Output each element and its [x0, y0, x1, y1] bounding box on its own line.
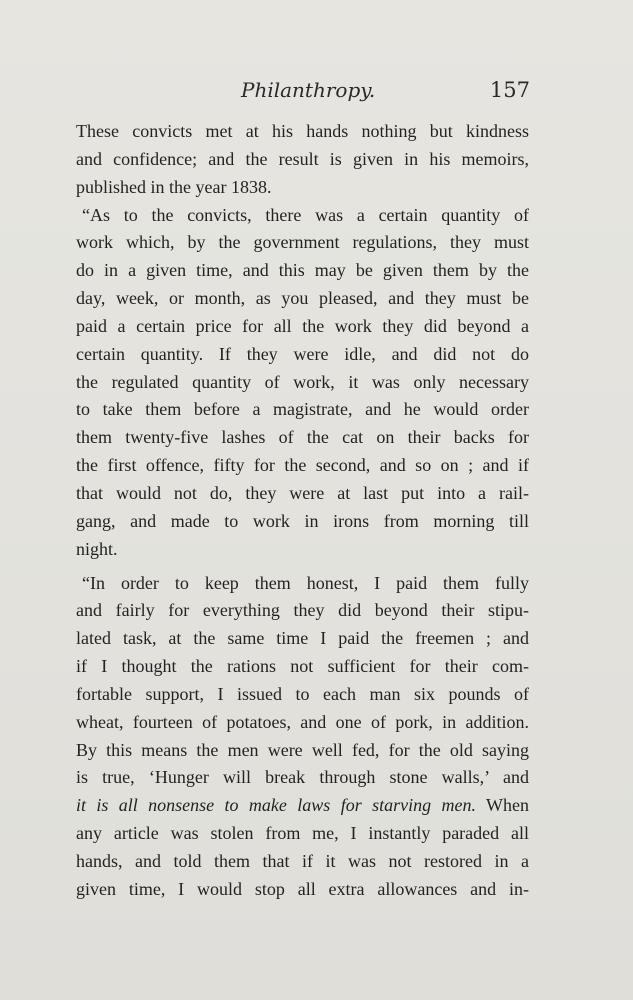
text-line: the regulated quantity of work, it was only necessary	[76, 371, 529, 392]
text-line: and confidence; and the result is given in his memoirs,	[76, 148, 529, 169]
text-line: and fairly for everything they did beyond their stipu-	[76, 600, 529, 621]
page-number: 157	[489, 78, 530, 102]
text-line: lated task, at the same time I paid the freemen ; and	[76, 628, 529, 649]
italic-phrase: it is all nonsense to make laws for starving men.	[76, 795, 476, 816]
running-head: Philanthropy.	[241, 78, 376, 102]
text-line: “In order to keep them honest, I paid them fully	[82, 572, 529, 593]
body-text	[76, 118, 529, 904]
text-line: that would not do, they were at last put into a rail-	[76, 482, 529, 503]
text-line-italic	[76, 792, 529, 820]
text-line: work which, by the government regulations, they must	[76, 232, 529, 253]
text-line: is true, ‘Hunger will break through stone walls,’ and	[76, 767, 529, 788]
text-line: to take them before a magistrate, and he would order	[76, 399, 529, 420]
text-line: the first offence, fifty for the second, and so on ; and if	[76, 455, 529, 476]
text-line: hands, and told them that if it was not restored in a	[76, 850, 529, 871]
text-line: By this means the men were well fed, for the old saying	[76, 739, 529, 760]
text-line: paid a certain price for all the work they did beyond a	[76, 315, 529, 336]
text-line: fortable support, I issued to each man six pounds of	[76, 683, 529, 704]
text-line: gang, and made to work in irons from morning till	[76, 510, 529, 531]
text-line: do in a given time, and this may be given them by the	[76, 260, 529, 281]
text-line: given time, I would stop all extra allowances and in-	[76, 878, 529, 899]
text-line: them twenty-five lashes of the cat on their backs for	[76, 427, 529, 448]
text-line: wheat, fourteen of potatoes, and one of pork, in addition.	[76, 711, 529, 732]
text-line: published in the year 1838.	[76, 176, 272, 197]
text-line: certain quantity. If they were idle, and did not do	[76, 343, 529, 364]
text-line: night.	[76, 538, 118, 559]
italic-line-rest: When	[475, 795, 529, 816]
text-line: any article was stolen from me, I instantly paraded all	[76, 823, 529, 844]
text-line: if I thought the rations not sufficient for their com-	[76, 656, 529, 677]
text-line: day, week, or month, as you pleased, and they must be	[76, 288, 529, 309]
page-header	[76, 78, 530, 108]
text-line: “As to the convicts, there was a certain quantity of	[82, 204, 529, 225]
text-line: These convicts met at his hands nothing but kindness	[76, 121, 529, 141]
